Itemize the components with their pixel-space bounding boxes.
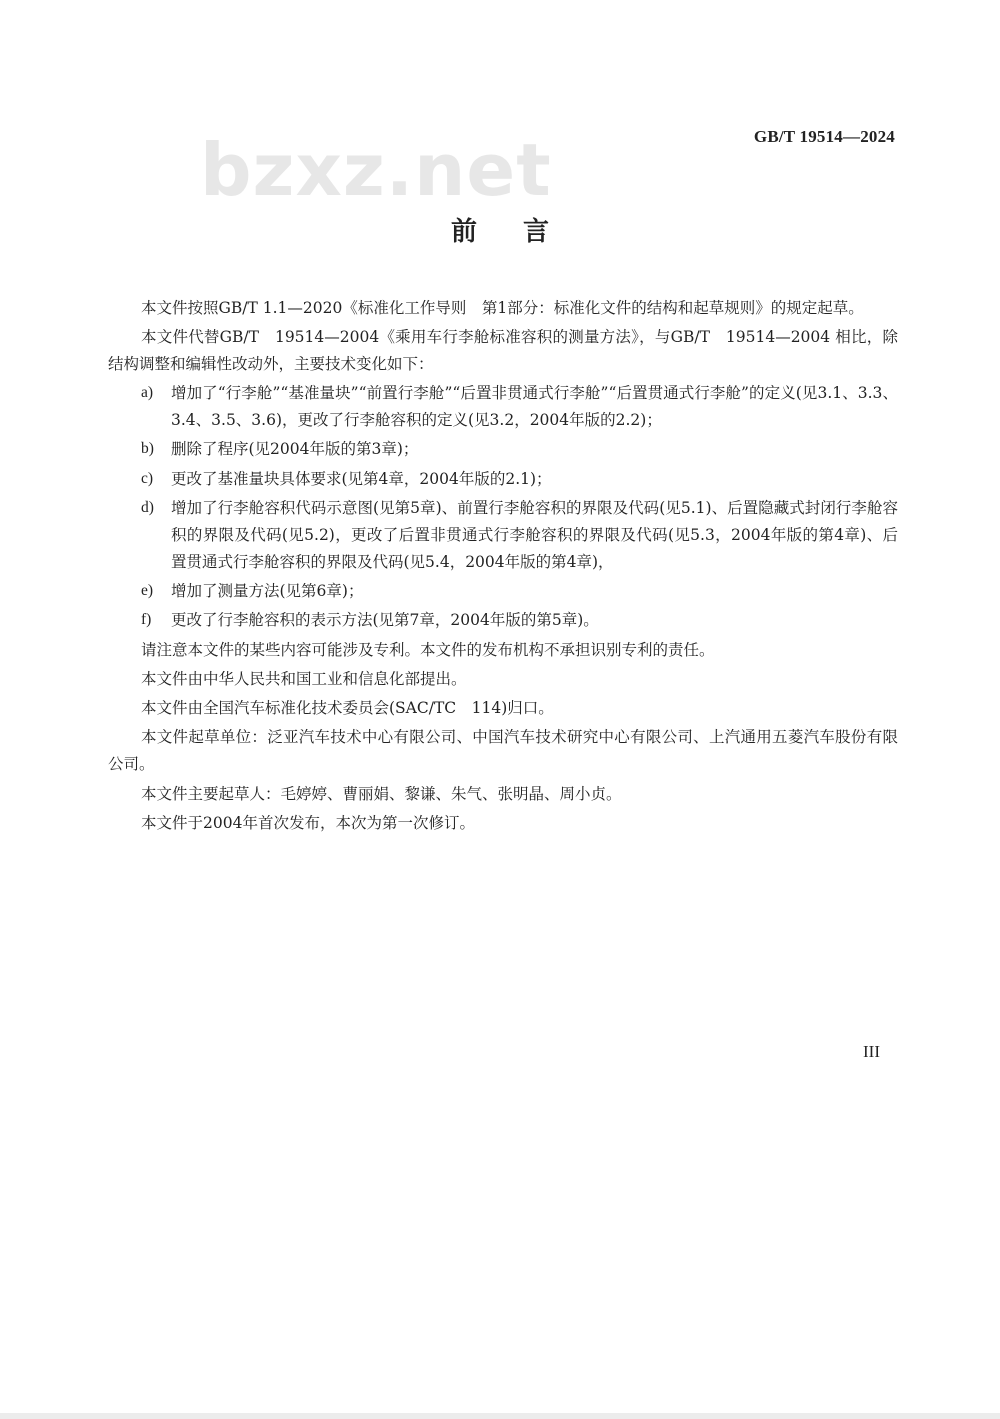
paragraph-publication-history: 本文件于2004年首次发布，本次为第一次修订。 <box>141 813 475 832</box>
change-item-c <box>108 466 898 493</box>
change-item-d <box>108 495 898 575</box>
item-marker: c) <box>141 469 154 487</box>
item-marker: a) <box>141 384 154 402</box>
page-bottom-edge <box>0 1413 1000 1419</box>
page-number: III <box>863 1042 880 1061</box>
standard-code: GB/T 19514—2024 <box>753 127 895 146</box>
item-text: 增加了行李舱容积代码示意图(见第5章)、前置行李舱容积的界限及代码(见5.1)、后置隐藏式封闭行李舱容积的界限及代码(见5.2)，更改了后置非贯通式行李舱容积的界限及代码(见5.3，2004年版的第4章)、后置贯通式行李舱容积的界限及代码(见5.4，2004年版的第4章)， <box>171 499 898 571</box>
page-title: 前言 <box>450 217 595 247</box>
item-text: 删除了程序(见2004年版的第3章)； <box>171 440 419 459</box>
item-text: 更改了行李舱容积的表示方法(见第7章，2004年版的第5章)。 <box>171 611 599 630</box>
paragraph-replacement: 本文件代替GB/T 19514—2004《乘用车行李舱标准容积的测量方法》，与GB/T 19514—2004 相比，除结构调整和编辑性改动外，主要技术变化如下： <box>108 328 898 374</box>
paragraph-drafters: 本文件主要起草人：毛婷婷、曹丽娟、黎谦、朱气、张明晶、周小贞。 <box>141 784 622 803</box>
paragraph-proposer: 本文件由中华人民共和国工业和信息化部提出。 <box>141 669 467 688</box>
watermark-text: bzxz.net <box>200 128 552 212</box>
item-text: 更改了基准量块具体要求(见第4章，2004年版的2.1)； <box>171 469 552 488</box>
item-marker: e) <box>141 581 154 599</box>
paragraph-committee: 本文件由全国汽车标准化技术委员会(SAC/TC 114)归口。 <box>141 699 554 718</box>
change-item-f <box>108 607 898 634</box>
paragraph-drafting-units: 本文件起草单位：泛亚汽车技术中心有限公司、中国汽车技术研究中心有限公司、上汽通用五菱汽车股份有限公司。 <box>108 728 898 774</box>
paragraph-drafting-rules: 本文件按照GB/T 1.1—2020《标准化工作导则 第1部分：标准化文件的结构和起草规则》的规定起草。 <box>141 299 864 317</box>
item-marker: b) <box>141 440 154 458</box>
change-item-b <box>108 436 898 463</box>
item-marker: f) <box>141 611 152 629</box>
item-text: 增加了“行李舱”“基准量块”“前置行李舱”“后置非贯通式行李舱”“后置贯通式行李舱”的定义(见3.1、3.3、3.4、3.5、3.6)，更改了行李舱容积的定义(见3.2，2004年版的2.2)； <box>171 384 898 430</box>
item-text: 增加了测量方法(见第6章)； <box>171 581 364 600</box>
paragraph-patent-notice: 请注意本文件的某些内容可能涉及专利。本文件的发布机构不承担识别专利的责任。 <box>141 640 715 659</box>
change-item-a <box>108 380 898 434</box>
foreword-body <box>108 295 898 839</box>
change-item-e <box>108 578 898 605</box>
item-marker: d) <box>141 499 154 517</box>
